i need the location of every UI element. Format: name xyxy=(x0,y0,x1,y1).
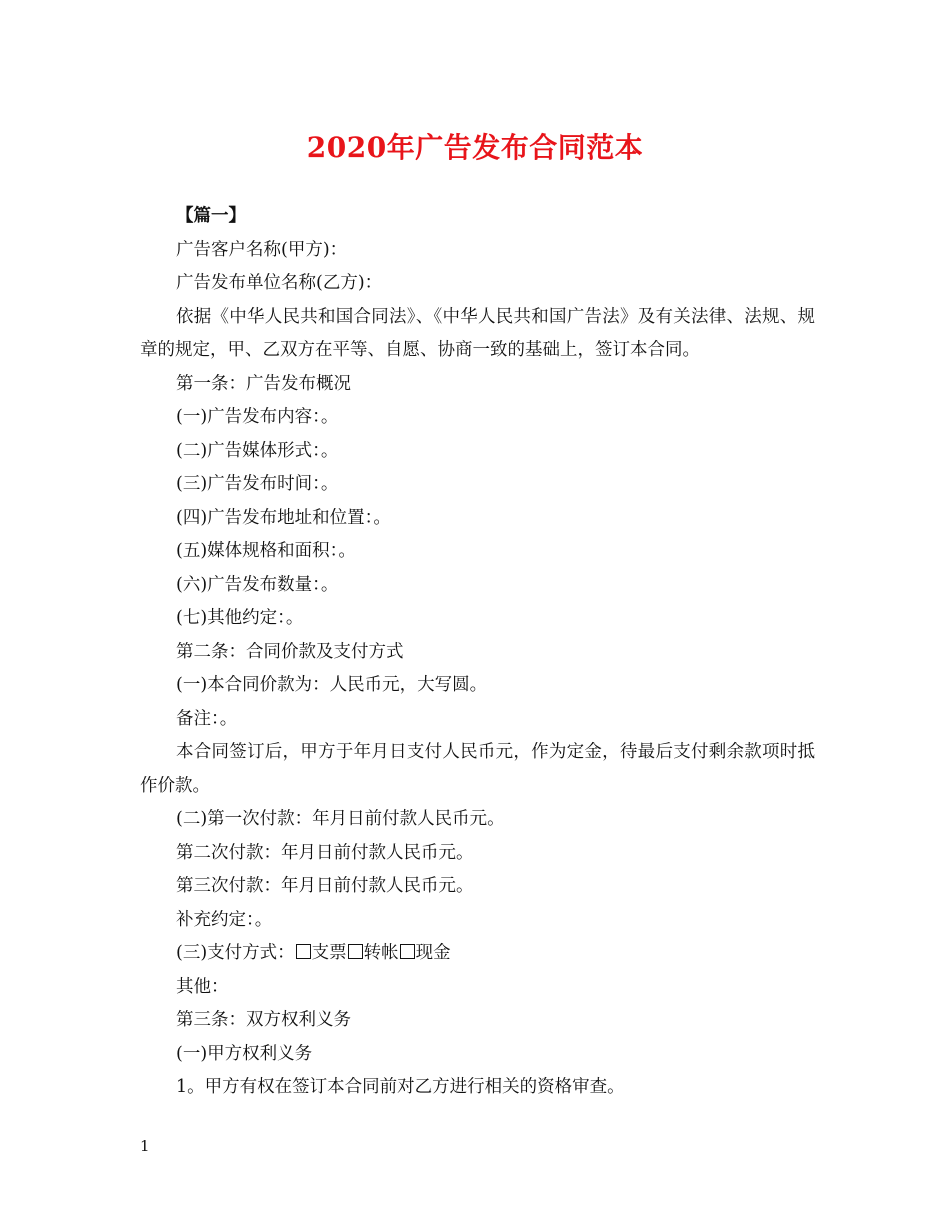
paragraph: (四)广告发布地址和位置：。 xyxy=(176,507,391,528)
paragraph: (一)甲方权利义务 xyxy=(176,1043,313,1064)
section-label: 【篇一】 xyxy=(176,206,246,226)
paragraph: (二)第一次付款：年月日前付款人民币元。 xyxy=(176,809,505,829)
option-check: 支票 xyxy=(311,943,347,963)
paragraph: 备注：。 xyxy=(176,708,238,729)
paragraph: 依据《中华人民共和国合同法》、《中华人民共和国广告法》及有关法律、法规、规章的规定，甲、乙双方在平等、自愿、协商一致的基础上，签订本合同。 xyxy=(140,306,815,360)
paragraph: (六)广告发布数量：。 xyxy=(176,574,339,595)
paragraph: 1。甲方有权在签订本合同前对乙方进行相关的资格审查。 xyxy=(176,1077,625,1097)
checkbox-icon xyxy=(348,944,363,959)
paragraph: (一)广告发布内容：。 xyxy=(176,407,339,427)
article-heading: 第一条：广告发布概况 xyxy=(176,373,351,394)
payment-method-label: (三)支付方式： xyxy=(176,943,295,963)
paragraph: (二)广告媒体形式：。 xyxy=(176,440,339,461)
paragraph: 本合同签订后，甲方于年月日支付人民币元，作为定金，待最后支付剩余款项时抵作价款。 xyxy=(140,742,815,796)
paragraph: (五)媒体规格和面积：。 xyxy=(176,541,356,561)
paragraph: 其他： xyxy=(176,976,229,997)
article-heading: 第三条：双方权利义务 xyxy=(176,1010,351,1030)
paragraph: (七)其他约定：。 xyxy=(176,608,304,628)
payment-method-line xyxy=(140,937,815,971)
paragraph: 广告客户名称(甲方)： xyxy=(176,239,348,260)
paragraph: 第二次付款：年月日前付款人民币元。 xyxy=(176,842,474,863)
paragraph: 补充约定：。 xyxy=(176,909,273,930)
paragraph: (一)本合同价款为：人民币元，大写圆。 xyxy=(176,675,488,695)
article-heading: 第二条：合同价款及支付方式 xyxy=(176,641,404,662)
paragraph: 第三次付款：年月日前付款人民币元。 xyxy=(176,876,474,896)
paragraph: 广告发布单位名称(乙方)： xyxy=(176,273,383,293)
document-title: 2020年广告发布合同范本 xyxy=(306,131,644,164)
option-transfer: 转帐 xyxy=(363,943,399,963)
checkbox-icon xyxy=(400,944,415,959)
checkbox-icon xyxy=(296,944,311,959)
document-body xyxy=(140,200,815,1105)
paragraph: (三)广告发布时间：。 xyxy=(176,474,339,494)
page-number: 1 xyxy=(140,1137,150,1155)
option-cash: 现金 xyxy=(415,943,451,963)
